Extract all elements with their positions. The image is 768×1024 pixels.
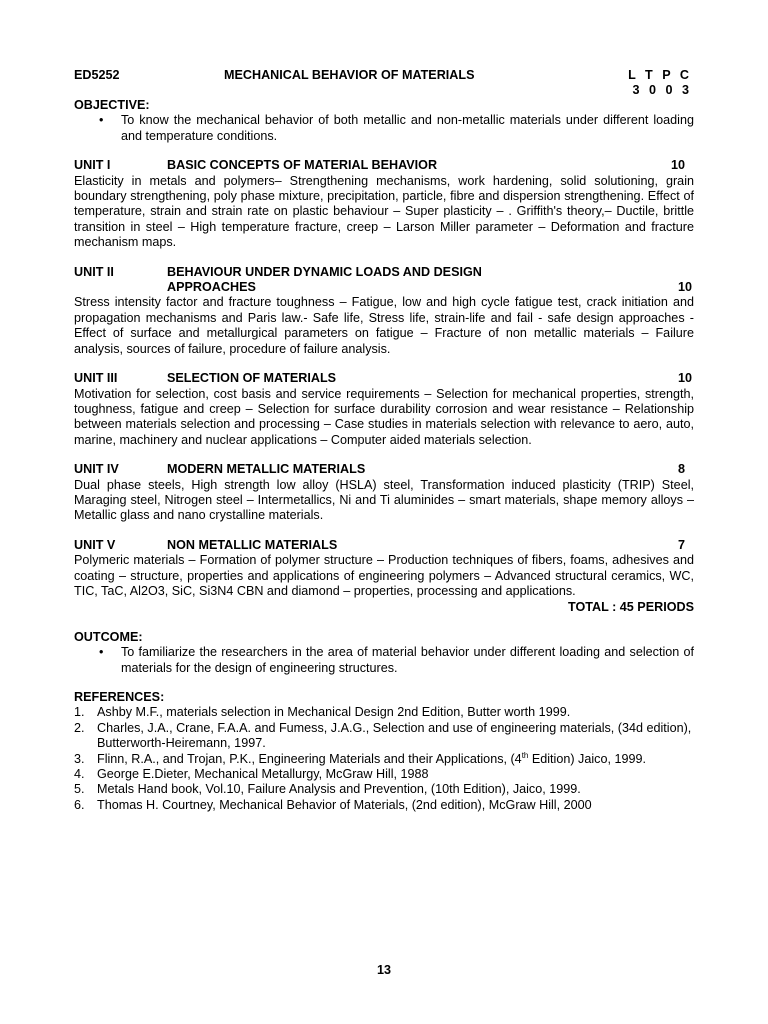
reference-item: 6. Thomas H. Courtney, Mechanical Behavior of Materials, (2nd edition), McGraw Hill, 2000	[74, 797, 592, 812]
unit-body: Motivation for selection, cost basis and service requirements – Selection for mechanical properties, strength, toughness, fatigue and creep – Selection for surface durability corrosion and wear resistance – Relationship between materials selection and processing – Case studies in materials selection with relevance to aero, auto, marine, machinery and nuclear applications – Computer aided materials selection.	[74, 386, 694, 447]
unit-number: UNIT V	[74, 537, 116, 552]
unit-title: MODERN METALLIC MATERIALS	[167, 462, 366, 477]
total-periods: TOTAL : 45 PERIODS	[568, 600, 694, 615]
unit-title-line1: BEHAVIOUR UNDER DYNAMIC LOADS AND DESIGN	[167, 264, 482, 279]
unit-hours: 7	[677, 537, 685, 552]
references-heading: REFERENCES:	[74, 690, 165, 704]
course-title: MECHANICAL BEHAVIOR OF MATERIALS	[224, 68, 475, 82]
unit-body: Elasticity in metals and polymers– Strengthening mechanisms, work hardening, solid solutioning, grain boundary strengthening, poly phase mixture, precipitation, particle, fibre and dispersion strengthening. Effect of temperature, strain and strain rate on plastic behaviour – Super plasticity – . Griffith's theory,– Ductile, brittle transition in steel – High temperature fracture, creep – Larson Miller parameter – Deformation and fracture mechanism maps.	[74, 173, 694, 250]
unit-hours: 10	[670, 158, 685, 173]
unit-heading	[74, 371, 694, 386]
course-code: ED5252	[74, 68, 120, 82]
unit-number: UNIT IV	[74, 462, 119, 477]
page-number: 13	[376, 963, 391, 977]
reference-item: 3. Flinn, R.A., and Trojan, P.K., Engineering Materials and their Applications, (4th Edition) Jaico, 1999.	[74, 750, 646, 766]
unit-number: UNIT III	[74, 371, 118, 386]
unit-heading	[74, 462, 694, 477]
objective-item: • To know the mechanical behavior of both metallic and non-metallic materials under different loading and temperature conditions.	[74, 113, 694, 144]
objective-list	[74, 113, 694, 144]
outcome-item: • To familiarize the researchers in the area of material behavior under different loading and selection of materials for the design of engineering structures.	[74, 645, 694, 676]
outcome-heading: OUTCOME:	[74, 629, 143, 644]
unit-title: SELECTION OF MATERIALS	[167, 371, 337, 386]
unit-hours: 8	[677, 462, 685, 477]
unit-body: Dual phase steels, High strength low alloy (HSLA) steel, Transformation induced plasticity (TRIP) Steel, Maraging steel, Nitrogen steel – Intermetallics, Ni and Ti aluminides – smart materials, shape memory alloys – Metallic glass and nano crystalline materials.	[74, 477, 694, 523]
reference-item: 1. Ashby M.F., materials selection in Mechanical Design 2nd Edition, Butter worth 1999.	[74, 705, 571, 720]
course-header	[74, 68, 694, 83]
unit-hours: 10	[677, 280, 692, 295]
unit-hours: 10	[677, 371, 692, 386]
objective-heading: OBJECTIVE:	[74, 98, 150, 112]
ltpc-values: 3 0 0 3	[632, 83, 692, 97]
reference-item: 5. Metals Hand book, Vol.10, Failure Analysis and Prevention, (10th Edition), Jaico, 1999.	[74, 782, 581, 797]
reference-item: 4. George E.Dieter, Mechanical Metallurgy, McGraw Hill, 1988	[74, 767, 429, 782]
ltpc-label: L T P C	[628, 68, 692, 82]
unit-body: Stress intensity factor and fracture toughness – Fatigue, low and high cycle fatigue test, crack initiation and propagation mechanisms and Paris law.- Safe life, Stress life, strain-life and fail - safe design approaches -Effect of surface and metallurgical parameters on fatigue – Fracture of non metallic materials – Failure analysis, sources of failure, procedure of failure analysis.	[74, 295, 694, 356]
unit-heading	[74, 538, 694, 553]
syllabus-page	[74, 68, 694, 813]
unit-heading	[74, 158, 694, 173]
outcome-list	[74, 645, 694, 676]
unit-title: BASIC CONCEPTS OF MATERIAL BEHAVIOR	[167, 158, 438, 173]
unit-number: UNIT II	[74, 264, 114, 279]
unit-heading	[74, 265, 694, 296]
unit-title: NON METALLIC MATERIALS	[167, 537, 338, 552]
references-list	[74, 705, 694, 813]
unit-title-line2: APPROACHES	[167, 280, 256, 295]
unit-body: Polymeric materials – Formation of polymer structure – Production techniques of fibers, foams, adhesives and coating – structure, properties and applications of engineering polymers – Advanced structural ceramics, WC, TIC, TaC, Al2O3, SiC, Si3N4 CBN and diamond – properties, processing and applications.	[74, 553, 694, 598]
unit-number: UNIT I	[74, 158, 111, 173]
reference-item: 2. Charles, J.A., Crane, F.A.A. and Fumess, J.A.G., Selection and use of engineering materials, (34d edition), Butterworth-Heiremann, 1997.	[74, 720, 692, 751]
